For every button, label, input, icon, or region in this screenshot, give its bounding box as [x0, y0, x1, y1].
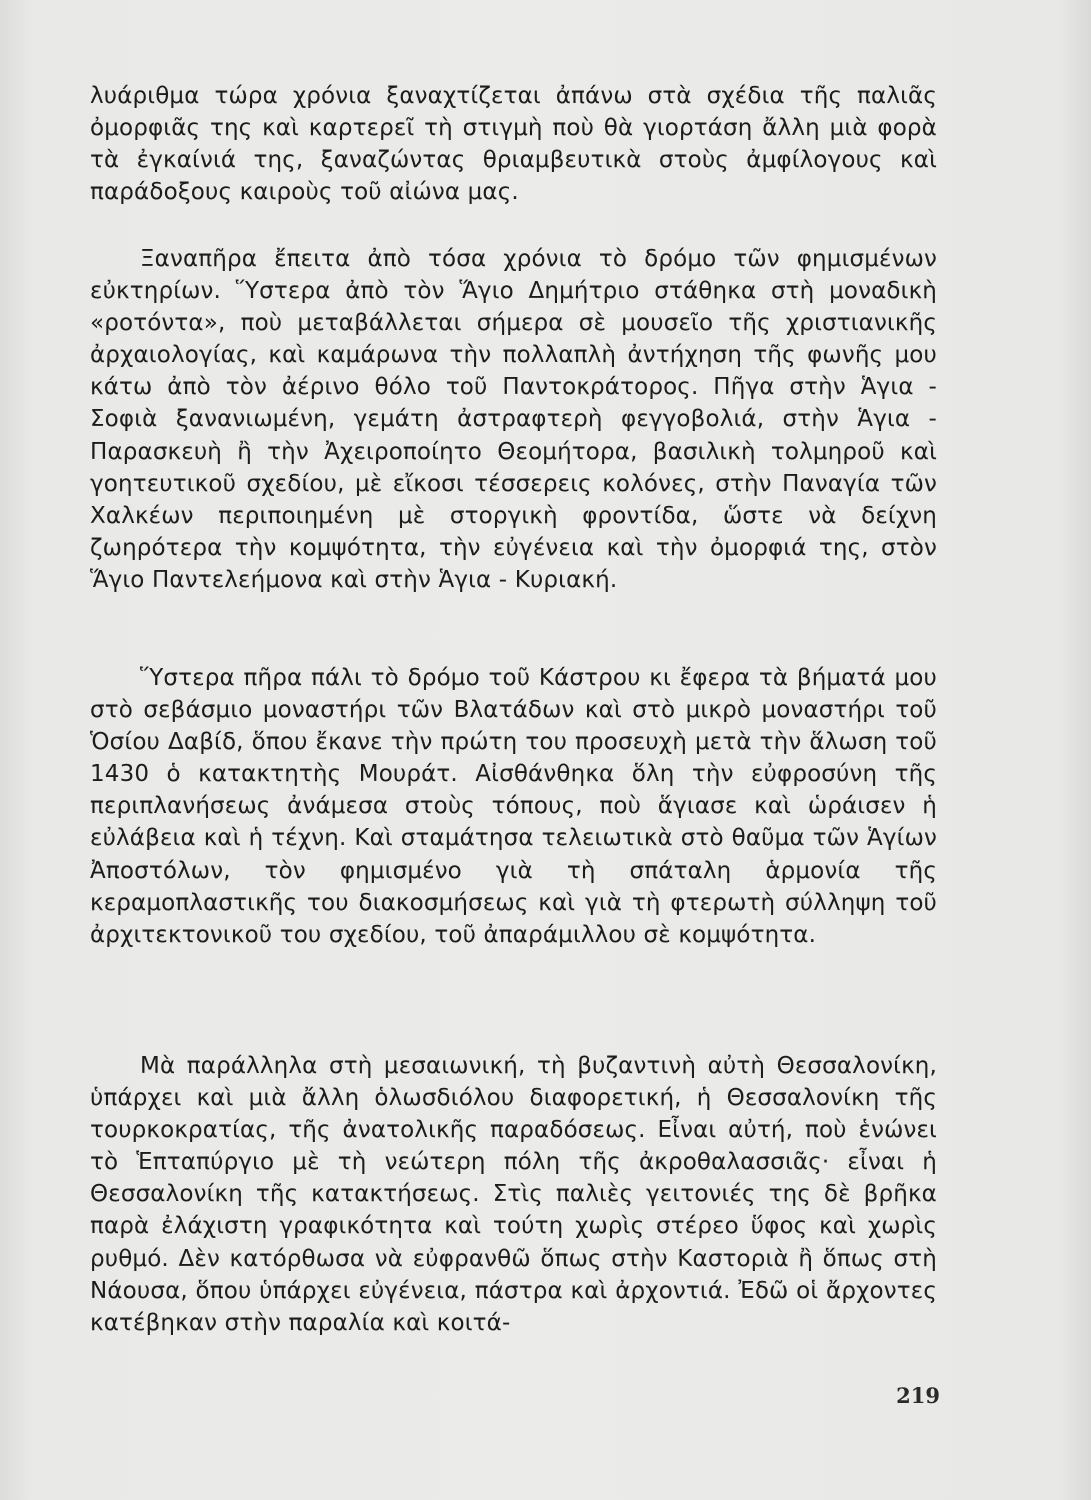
paragraph-1: λυάριθμα τώρα χρόνια ξαναχτίζεται ἀπάνω στὰ σχέδια τῆς παλιᾶς ὀμορφιᾶς της καὶ καρτερεῖ τὴ στιγμὴ ποὺ θὰ γιορτάση ἄλλη μιὰ φορὰ τὰ ἐγκαίνιά της, ξαναζώντας θριαμβευτικὰ στοὺς ἀμφίλογους καὶ παράδοξους καιροὺς τοῦ αἰώνα μας.	[90, 83, 937, 206]
paragraph-4: Μὰ παράλληλα στὴ μεσαιωνική, τὴ βυζαντινὴ αὐτὴ Θεσσαλονίκη, ὑπάρχει καὶ μιὰ ἄλλη ὁλωσδιόλου διαφορετική, ἡ Θεσσαλονίκη τῆς τουρκοκρατίας, τῆς ἀνατολικῆς παραδόσεως. Εἶναι αὐτή, ποὺ ἑνώνει τὸ Ἑπταπύργιο μὲ τὴ νεώτερη πόλη τῆς ἀκροθαλασσιᾶς· εἶναι ἡ Θεσσαλονίκη τῆς κατακτήσεως. Στὶς παλιὲς γειτονιές της δὲ βρῆκα παρὰ ἐλάχιστη γραφικότητα καὶ τούτη χωρὶς στέρεο ὕφος καὶ χωρὶς ρυθμό. Δὲν κατόρθωσα νὰ εὐφρανθῶ ὅπως στὴν Καστοριὰ ἢ ὅπως στὴ Νάουσα, ὅπου ὑπάρχει εὐγένεια, πάστρα καὶ ἀρχοντιά. Ἐδῶ οἱ ἄρχοντες κατέβηκαν στὴν παραλία καὶ κοιτά-	[90, 1053, 937, 1336]
paragraph-3: Ὕστερα πῆρα πάλι τὸ δρόμο τοῦ Κάστρου κι ἔφερα τὰ βήματά μου στὸ σεβάσμιο μοναστήρι τῶν Βλατάδων καὶ στὸ μικρὸ μοναστήρι τοῦ Ὁσίου Δαβίδ, ὅπου ἔκανε τὴν πρώτη του προσευχὴ μετὰ τὴν ἅλωση τοῦ 1430 ὁ κατακτητὴς Μουράτ. Αἰσθάνθηκα ὅλη τὴν εὐφροσύνη τῆς περιπλανήσεως ἀνάμεσα στοὺς τόπους, ποὺ ἅγιασε καὶ ὡράισεν ἡ εὐλάβεια καὶ ἡ τέχνη. Καὶ σταμάτησα τελειωτικὰ στὸ θαῦμα τῶν Ἁγίων Ἀποστόλων, τὸν φημισμένο γιὰ τὴ σπάταλη ἁρμονία τῆς κεραμοπλαστικῆς του διακοσμήσεως καὶ γιὰ τὴ φτερωτὴ σύλληψη τοῦ ἀρχιτεκτονικοῦ του σχεδίου, τοῦ ἀπαράμιλλου σὲ κομψότητα.	[90, 665, 937, 948]
page-number: 219	[896, 1383, 940, 1408]
paragraph-2: Ξαναπῆρα ἔπειτα ἀπὸ τόσα χρόνια τὸ δρόμο τῶν φημισμένων εὐκτηρίων. Ὕστερα ἀπὸ τὸν Ἅγιο Δημήτριο στάθηκα στὴ μοναδικὴ «ροτόντα», ποὺ μεταβάλλεται σήμερα σὲ μουσεῖο τῆς χριστιανικῆς ἀρχαιολογίας, καὶ καμάρωνα τὴν πολλαπλὴ ἀντήχηση τῆς φωνῆς μου κάτω ἀπὸ τὸν ἀέρινο θόλο τοῦ Παντοκράτορος. Πῆγα στὴν Ἁγια - Σοφιὰ ξανανιωμένη, γεμάτη ἀστραφτερὴ φεγγοβολιά, στὴν Ἁγια - Παρασκευὴ ἢ τὴν Ἀχειροποίητο Θεομήτορα, βασιλικὴ τολμηροῦ καὶ γοητευτικοῦ σχεδίου, μὲ εἴκοσι τέσσερεις κολόνες, στὴν Παναγία τῶν Χαλκέων περιποιημένη μὲ στοργικὴ φροντίδα, ὥστε νὰ δείχνη ζωηρότερα τὴν κομψότητα, τὴν εὐγένεια καὶ τὴν ὀμορφιά της, στὸν Ἅγιο Παντελεήμονα καὶ στὴν Ἁγια - Κυριακή.	[90, 246, 937, 593]
